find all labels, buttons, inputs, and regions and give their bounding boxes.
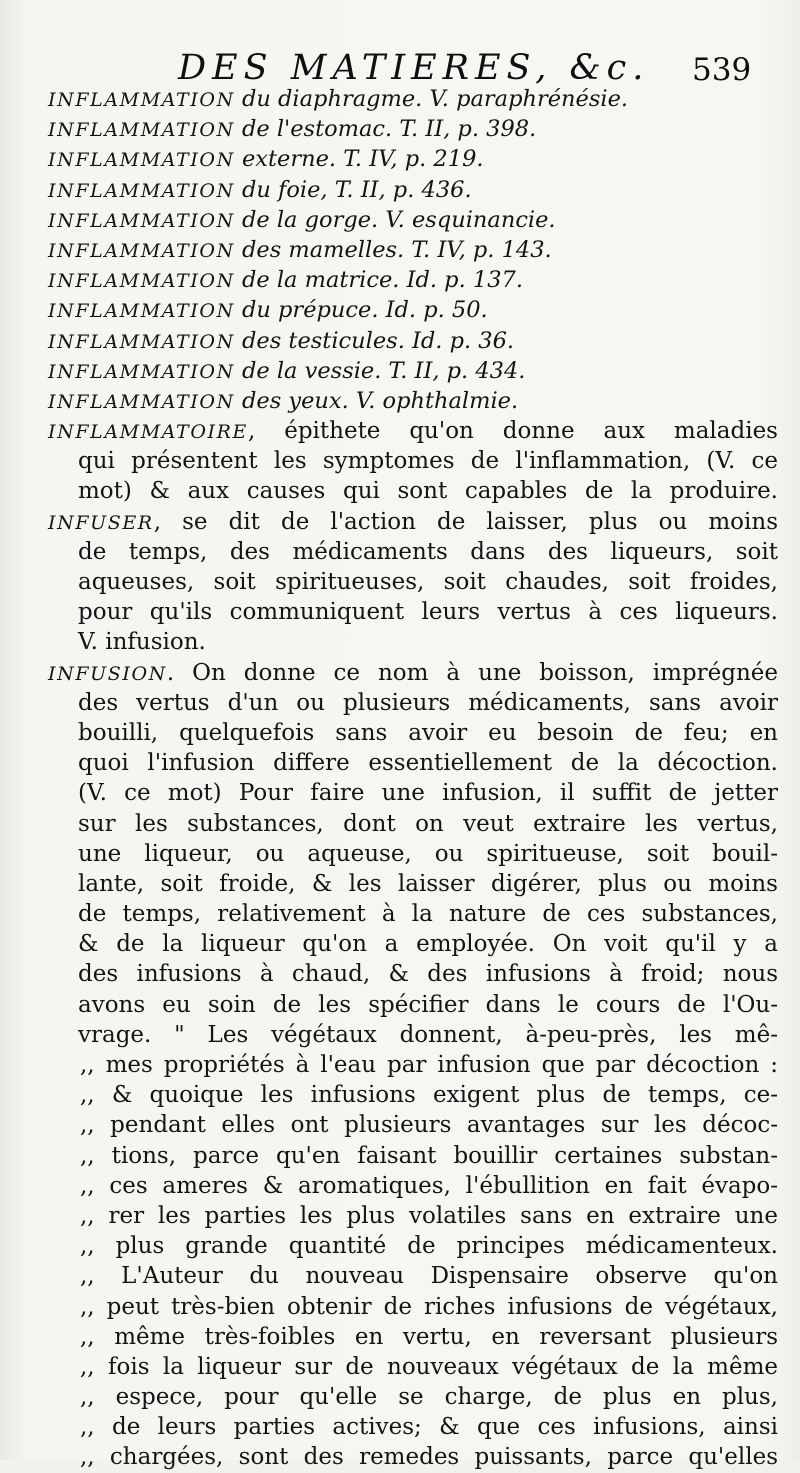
entry-term: INFLAMMATION xyxy=(48,209,235,232)
entry-text: . On donne ce nom à une boisson, imprégnée xyxy=(166,659,778,686)
quoted-line: ,, peut très-bien obtenir de riches infusions de végétaux, xyxy=(80,1293,778,1320)
entry-term: INFLAMMATION xyxy=(48,360,235,383)
entry-text: des yeux. V. ophthalmie. xyxy=(241,387,519,414)
entry-text: des mamelles. T. IV, p. 143. xyxy=(241,236,552,263)
entry-text-line: pour qu'ils communiquent leurs vertus à ces liqueurs. xyxy=(78,599,778,626)
entry-text-line: (V. ce mot) Pour faire une infusion, il suffit de jetter xyxy=(78,780,778,807)
entry-text-line: aqueuses, soit spiritueuses, soit chaudes, soit froides, xyxy=(78,569,778,595)
entry-text-line: lante, soit froide, & les laisser digérer, plus ou moins xyxy=(78,870,778,897)
quoted-line: ,, mes propriétés à l'eau par infusion que par décoction : xyxy=(80,1052,778,1078)
entry-term: INFLAMMATION xyxy=(48,330,235,353)
index-entry xyxy=(48,114,778,144)
entry-text: de l'estomac. T. II, p. 398. xyxy=(241,116,537,143)
quoted-line: ,, espece, pour qu'elle se charge, de plus en plus, xyxy=(80,1384,778,1411)
entry-text: de la matrice. Id. p. 137. xyxy=(241,267,523,294)
index-entry xyxy=(48,265,778,295)
entry-term: INFLAMMATION xyxy=(48,89,235,111)
entry-text-line: des infusions à chaud, & des infusions à froid; nous xyxy=(78,961,778,988)
entry-text-line: bouilli, quelquefois sans avoir eu besoin de feu; en xyxy=(78,719,778,746)
entry-text-line: avons eu soin de les spécifier dans le cours de l'Ou- xyxy=(78,991,778,1018)
quoted-line: ,, tions, parce qu'en faisant bouillir certaines substan- xyxy=(80,1142,778,1169)
entry-term: INFLAMMATION xyxy=(48,390,235,413)
quoted-line: ,, même très-foibles en vertu, en reversant plusieurs xyxy=(80,1323,778,1350)
index-entry xyxy=(48,144,778,174)
running-title: DES MATIERES, &c. xyxy=(178,48,650,88)
quoted-line: ,, pendant elles ont plusieurs avantages sur les décoc- xyxy=(80,1112,778,1139)
entry-text: des testicules. Id. p. 36. xyxy=(241,327,515,354)
index-entry xyxy=(48,295,778,325)
entry-text: de la gorge. V. esquinancie. xyxy=(241,206,556,233)
entry-text: , épithete qu'on donne aux maladies xyxy=(247,418,778,445)
quoted-line: ,, rer les parties les plus volatiles sans en extraire une xyxy=(80,1202,778,1229)
quoted-line: ,, & quoique les infusions exigent plus de temps, ce- xyxy=(80,1082,778,1109)
entry-text-line: V. infusion. xyxy=(78,629,206,656)
entry-text: du diaphragme. V. paraphrénésie. xyxy=(241,86,629,112)
entry-text-line: qui présentent les symptomes de l'inflammation, (V. ce xyxy=(78,448,778,475)
entry-term: INFLAMMATION xyxy=(48,300,235,323)
quoted-line: ,, chargées, sont des remedes puissants, parce qu'elles xyxy=(80,1444,778,1471)
entry-infuser-line xyxy=(48,507,778,537)
quoted-line: ,, plus grande quantité de principes médicamenteux. xyxy=(80,1233,778,1260)
index-entry xyxy=(48,386,778,416)
entry-inflammatoire-line xyxy=(48,416,778,446)
entry-term: INFUSER xyxy=(48,511,154,534)
entry-term: INFUSION xyxy=(48,662,167,685)
entry-text: du foie, T. II, p. 436. xyxy=(241,176,472,203)
quoted-line: ,, de leurs parties actives; & que ces infusions, ainsi xyxy=(80,1414,778,1441)
index-entries xyxy=(48,84,778,1473)
index-entry xyxy=(48,235,778,265)
entry-term: INFLAMMATION xyxy=(48,179,235,202)
entry-text-line: vrage. " Les végétaux donnent, à-peu-près, les mê- xyxy=(78,1021,778,1048)
page-number: 539 xyxy=(692,52,752,88)
quoted-line: ,, ces ameres & aromatiques, l'ébullition en fait évapo- xyxy=(80,1172,778,1199)
quoted-line: ,, fois la liqueur sur de nouveaux végétaux de la même xyxy=(80,1353,778,1380)
entry-text-line: une liqueur, ou aqueuse, ou spiritueuse, soit bouil- xyxy=(78,840,778,867)
index-entry xyxy=(48,205,778,235)
entry-term: INFLAMMATOIRE xyxy=(48,421,248,444)
index-entry xyxy=(48,175,778,205)
index-entry xyxy=(48,84,778,114)
entry-term: INFLAMMATION xyxy=(48,149,235,172)
entry-term: INFLAMMATION xyxy=(48,239,235,262)
entry-text-line: des vertus d'un ou plusieurs médicaments, sans avoir xyxy=(78,689,778,716)
entry-text-line: sur les substances, dont on veut extraire les vertus, xyxy=(78,810,778,837)
entry-text-line: de temps, des médicaments dans des liqueurs, soit xyxy=(78,538,778,565)
index-entry xyxy=(48,326,778,356)
entry-text-line: de temps, relativement à la nature de ces substances, xyxy=(78,901,778,928)
entry-text-line: & de la liqueur qu'on a employée. On voit qu'il y a xyxy=(78,931,778,958)
index-entry xyxy=(48,356,778,386)
entry-text-line: quoi l'infusion differe essentiellement de la décoction. xyxy=(78,750,778,777)
quoted-line: ,, L'Auteur du nouveau Dispensaire observe qu'on xyxy=(80,1263,778,1290)
entry-term: INFLAMMATION xyxy=(48,119,235,142)
entry-term: INFLAMMATION xyxy=(48,270,235,293)
entry-text: , se dit de l'action de laisser, plus ou moins xyxy=(153,508,778,535)
entry-text: externe. T. IV, p. 219. xyxy=(241,146,484,173)
entry-text: de la vessie. T. II, p. 434. xyxy=(241,357,526,384)
entry-text-line: mot) & aux causes qui sont capables de la produire. xyxy=(78,478,778,505)
entry-text: du prépuce. Id. p. 50. xyxy=(241,297,488,324)
entry-infusion-line xyxy=(48,658,778,688)
